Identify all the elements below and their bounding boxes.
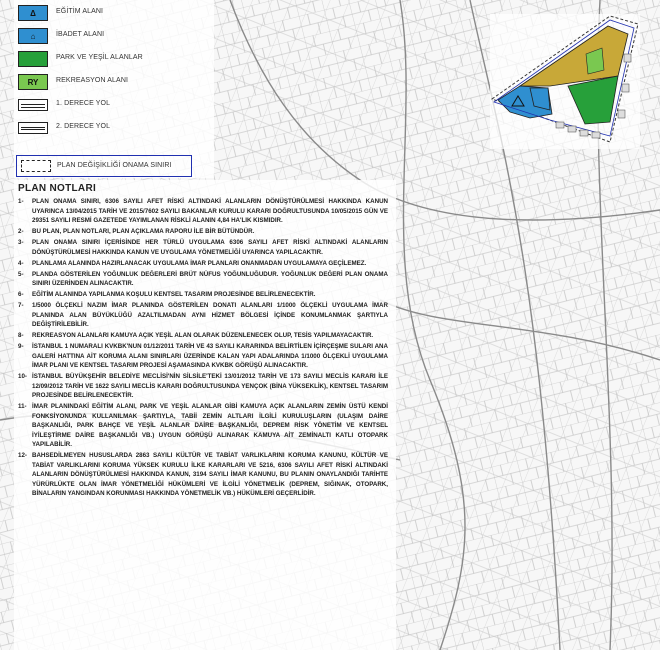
legend-item-worship [16, 25, 216, 48]
plan-note-text: PLAN ONAMA SINIRI, 6306 SAYILI AFET RİSKİ ALTINDAKİ ALANLARIN DÖNÜŞTÜRÜLMESİ HAKKINDA KANUN UYARINCA 13/04/2015 TARİH VE 2015/7602 SAYILI BAKANLAR KURULU KARARI DOĞRULTUSUNDA 10/05/2015 GÜN VE 29351 SAYILI RESMİ GAZETEDE YAYIMLANAN RİSKLİ ALANIN 4,84 HA'LIK KISMIDIR. [32, 198, 388, 224]
legend-label: İBADET ALANI [56, 31, 105, 38]
mosque-icon: ⌂ [30, 31, 36, 41]
legend-item-park [16, 48, 216, 71]
plan-note [18, 238, 388, 257]
plan-note [18, 290, 388, 300]
legend-label: REKREASYON ALANI [56, 77, 129, 84]
plan-note-number: 12- [18, 452, 27, 459]
plan-note-text: PLANDA GÖSTERİLEN YOĞUNLUK DEĞERLERİ BRÜT NÜFUS YOĞUNLUĞUDUR. YOĞUNLUK DEĞERİ PLAN ONAMA SINIRI ÜZERİNDEN ALINACAKTIR. [32, 270, 388, 287]
legend-item-boundary [16, 155, 192, 177]
park-swatch [18, 51, 48, 67]
plan-note [18, 331, 388, 341]
worship-swatch [18, 28, 48, 44]
legend-item-road-1 [16, 94, 216, 117]
legend-label: 1. DERECE YOL [56, 100, 111, 107]
boundary-swatch [21, 160, 51, 172]
plan-note-text: İSTANBUL BÜYÜKŞEHİR BELEDİYE MECLİSİ'NİN SİLSİLE'TEKİ 13/01/2012 TARİH VE 173 SAYILI MECLİS KARARI İLE 12/09/2012 TARİH VE 1622 SAYILI MECLİS KARARI DOĞRULTUSUNDA YENÇOK (BİNA YÜKSEKLİK), KENTSEL TASARIM PROJESİNDE BELİRLENECEKTİR. [32, 373, 388, 399]
plan-note [18, 402, 388, 450]
plan-note-number: 9- [18, 343, 24, 350]
plan-area-inset-map [490, 14, 640, 149]
plan-note-text: EĞİTİM ALANINDA YAPILANMA KOŞULU KENTSEL TASARIM PROJESİNDE BELİRLENECEKTİR. [32, 291, 316, 298]
plan-note-number: 10- [18, 373, 27, 380]
plan-note-text: 1/5000 ÖLÇEKLİ NAZIM İMAR PLANINDA GÖSTERİLEN DONATI ALANLARI 1/1000 ÖLÇEKLİ UYGULAMA İMAR PLANINDA ALAN BÜYÜKLÜĞÜ AZALTILMADAN AYNI HİZMET BÖLGESİ İÇİNDE KONUMLANMAK ŞARTIYLA DEĞİŞTİRİLEBİLİR. [32, 302, 388, 328]
plan-note-number: 4- [18, 259, 24, 267]
plan-note [18, 372, 388, 401]
plan-note [18, 451, 388, 499]
education-swatch [18, 5, 48, 21]
plan-note [18, 301, 388, 330]
plan-note-text: REKREASYON ALANLARI KAMUYA AÇIK YEŞİL ALAN OLARAK DÜZENLENECEK OLUP, TESİS YAPILMAYACAKTIR. [32, 332, 374, 339]
plan-note-number: 11- [18, 403, 27, 410]
plan-notes-list [18, 197, 388, 499]
triangle-icon: Δ [30, 8, 36, 18]
road-2-swatch [18, 122, 48, 134]
plan-note-text: İMAR PLANINDAKİ EĞİTİM ALANI, PARK VE YEŞİL ALANLAR GİBİ KAMUYA AÇIK ALANLARIN ZEMİN ÜSTÜ KENDİ FONKSİYONUNDA KULLANILMAK ŞARTIYLA, TABİİ ZEMİN ALTLARI İLGİLİ KURULUŞLARIN (ULAŞIM DAİRE BAŞKANLIĞI, PARK BAHÇE VE YEŞİL ALANLAR DAİRE BAŞKANLIĞI, DEPREM RİSK YÖNETİM VE KENTSEL İYİLEŞTİRME DAİRE BAŞKANLIĞI VB.) UYGUN GÖRÜŞÜ ALINARAK KAMUYA AİT ZEMİNALTI KATLI OTOPARK YAPILABİLİR. [32, 403, 388, 448]
legend-label: EĞİTİM ALANI [56, 8, 104, 15]
plan-note-number: 8- [18, 332, 24, 339]
plan-note-number: 1- [18, 198, 24, 205]
plan-note [18, 270, 388, 289]
plan-note-text: İSTANBUL 1 NUMARALI KVKBK'NUN 01/12/2011 TARİH VE 43 SAYILI KARARINDA BELİRTİLEN İÇİRÇEŞME SULARI ANA GALERİ HATTINA AİT KORUMA ALANI SINIRLARI ÜZERİNDE KALAN YAPI ADALARINDA 1/1000 ÖLÇEKLİ UYGULAMA İMAR PLANI VE KENTSEL TASARIM PROJESİ AŞAMASINDA KVKBK GÖRÜŞÜ ALINACAKTIR. [32, 343, 388, 369]
legend-item-road-2 [16, 117, 216, 140]
road-1-swatch [18, 99, 48, 111]
plan-note-number: 3- [18, 239, 24, 246]
plan-note-number: 2- [18, 228, 24, 235]
plan-note-text: BU PLAN, PLAN NOTLARI, PLAN AÇIKLAMA RAPORU İLE BİR BÜTÜNDÜR. [32, 228, 255, 235]
plan-note-number: 7- [18, 302, 24, 309]
plan-note-text: PLAN ONAMA SINIRI İÇERİSİNDE HER TÜRLÜ UYGULAMA 6306 SAYILI AFET RİSKİ ALTINDAKİ ALANLARIN DÖNÜŞTÜRÜLMESİ HAKKINDA KANUN VE UYGULAMA YÖNETMELİĞİ UYARINCA YAPILACAKTIR. [32, 239, 388, 256]
map-legend [16, 2, 216, 140]
plan-note [18, 342, 388, 371]
plan-notes-title: PLAN NOTLARI [18, 183, 97, 194]
plan-note-number: 5- [18, 270, 24, 278]
legend-label: 2. DERECE YOL [56, 123, 111, 130]
recreation-code: RY [27, 77, 39, 87]
legend-label: PLAN DEĞİŞİKLİĞİ ONAMA SINIRI [57, 162, 172, 169]
legend-label: PARK VE YEŞİL ALANLAR [56, 54, 143, 61]
recreation-swatch [18, 74, 48, 90]
legend-item-recreation [16, 71, 216, 94]
plan-note-text: PLANLAMA ALANINDA HAZIRLANACAK UYGULAMA İMAR PLANLARI ONANMADAN UYGULAMAYA GEÇİLEMEZ. [32, 259, 367, 267]
plan-note [18, 197, 388, 226]
plan-note [18, 259, 388, 269]
plan-notes [18, 183, 388, 500]
plan-note-number: 6- [18, 291, 24, 298]
legend-item-education [16, 2, 216, 25]
plan-note-text: BAHSEDİLMEYEN HUSUSLARDA 2863 SAYILI KÜLTÜR VE TABİAT VARLIKLARINI KORUMA KANUNU, KÜLTÜR VE TABİAT VARLIKLARINI KORUMA YÜKSEK KURULU İLKE KARARLARI VE 5216, 6306 SAYILI AFET RİSKİ ALTINDAKİ ALANLARIN DÖNÜŞTÜRÜLMESİ HAKKINDA KANUN, 3194 SAYILI İMAR KANUNU, BU PLANIN ONAYLANDIĞI TARİHTE YÜRÜRLÜKTE OLAN İMAR YÖNETMELİĞİ HÜKÜMLERİ VE İLGİLİ YÖNETMELİK (DEPREM, SIĞINAK, OTOPARK, BİNALARIN YANGINDAN KORUNMASI HAKKINDA YÖNETMELİK VB.) HÜKÜMLERİ GEÇERLİDİR. [32, 452, 388, 497]
plan-note [18, 227, 388, 237]
